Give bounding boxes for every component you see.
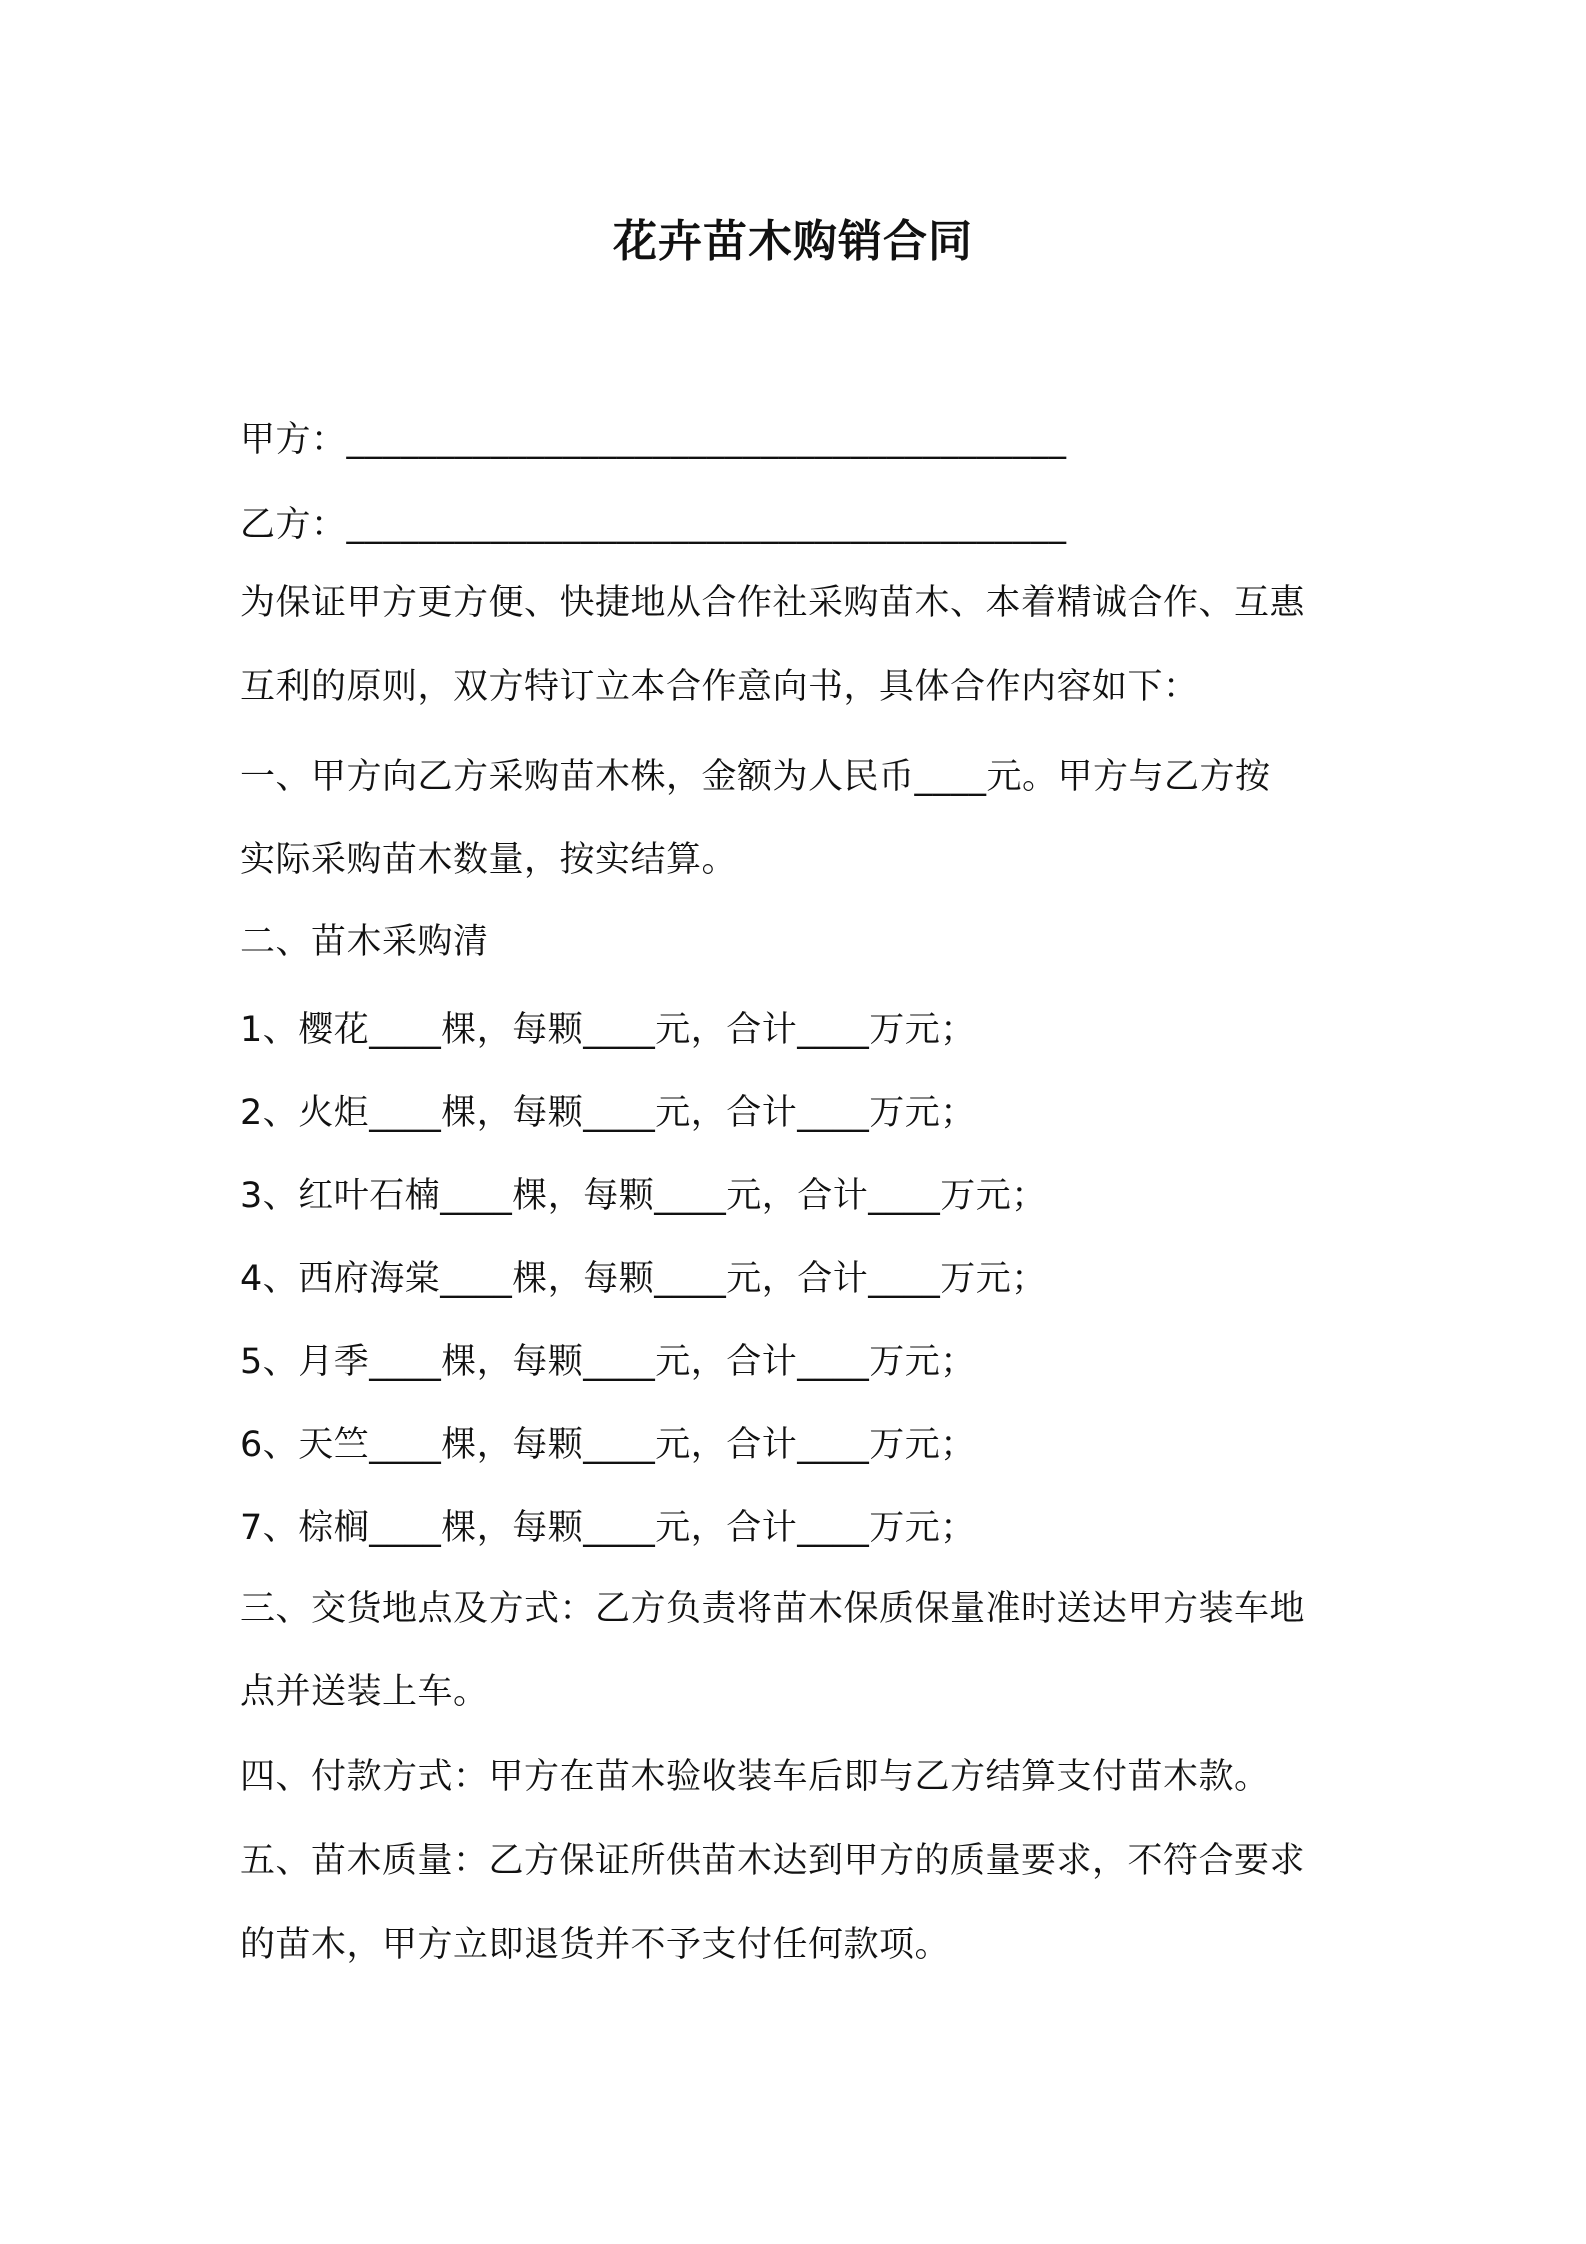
list-item: 4、西府海棠____棵，每颗____元，合计____万元； bbox=[240, 1259, 1047, 1299]
clause-5-line-2: 的苗木，甲方立即退货并不予支付任何款项。 bbox=[240, 1925, 951, 1965]
clause-1-line-1: 一、甲方向乙方采购苗木株，金额为人民币____元。甲方与乙方按 bbox=[240, 757, 1271, 797]
list-item: 6、天竺____棵，每颗____元，合计____万元； bbox=[240, 1425, 976, 1465]
intro-line-1: 为保证甲方更方便、快捷地从合作社采购苗木、本着精诚合作、互惠 bbox=[240, 583, 1306, 623]
clause-1-line-2: 实际采购苗木数量，按实结算。 bbox=[240, 840, 738, 880]
clause-4: 四、付款方式：甲方在苗木验收装车后即与乙方结算支付苗木款。 bbox=[240, 1757, 1270, 1797]
party-a-line: 甲方：________________________________________ bbox=[240, 420, 1067, 460]
clause-3-line-2: 点并送装上车。 bbox=[240, 1672, 489, 1712]
list-item: 2、火炬____棵，每颗____元，合计____万元； bbox=[240, 1093, 976, 1133]
clause-5-line-1: 五、苗木质量：乙方保证所供苗木达到甲方的质量要求，不符合要求 bbox=[240, 1841, 1306, 1881]
list-item: 5、月季____棵，每颗____元，合计____万元； bbox=[240, 1342, 976, 1382]
list-item: 3、红叶石楠____棵，每颗____元，合计____万元； bbox=[240, 1176, 1047, 1216]
list-item: 7、棕榈____棵，每颗____元，合计____万元； bbox=[240, 1508, 976, 1548]
clause-2-heading: 二、苗木采购清 bbox=[240, 922, 489, 962]
party-b-line: 乙方：________________________________________ bbox=[240, 505, 1067, 545]
page-title: 花卉苗木购销合同 bbox=[613, 216, 973, 267]
list-item: 1、樱花____棵，每颗____元，合计____万元； bbox=[240, 1010, 976, 1050]
clause-3-line-1: 三、交货地点及方式：乙方负责将苗木保质保量准时送达甲方装车地 bbox=[240, 1589, 1306, 1629]
intro-line-2: 互利的原则，双方特订立本合作意向书，具体合作内容如下： bbox=[240, 667, 1199, 707]
